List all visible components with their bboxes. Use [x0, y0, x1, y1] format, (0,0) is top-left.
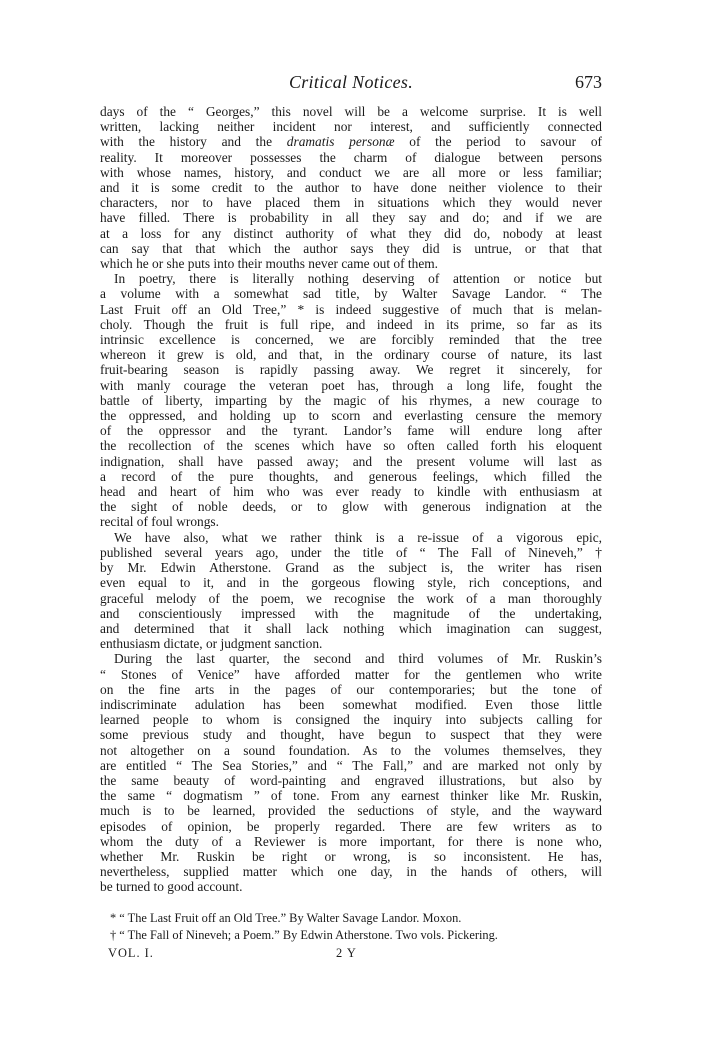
text-line: nevertheless, supplied matter which one day, in the hands of others, will [100, 864, 602, 880]
text-line: In poetry, there is literally nothing deserving of attention or notice but [114, 271, 602, 287]
text-line: the sight of noble deeds, or to glow with generous indignation at the [100, 499, 602, 515]
text-line: published several years ago, under the title of “ The Fall of Nineveh,” † [100, 544, 602, 560]
article-body [100, 104, 602, 895]
text-line: are entitled “ The Sea Stories,” and “ The Fall,” and are marked not only by [100, 757, 602, 773]
text-line: on the fine arts in the pages of our contemporaries; but the tone of [100, 681, 602, 697]
text-line: written, lacking neither incident nor interest, and sufficiently connected [100, 119, 602, 135]
text-line: a volume with a somewhat sad title, by Walter Savage Landor. “ The [100, 286, 602, 302]
text-line: not altogether on a sound foundation. As to the volumes themselves, they [100, 742, 602, 758]
text-line: some previous study and thought, have begun to suspect that they were [100, 727, 602, 743]
text-line: indignation, shall have passed away; and the present volume will last as [100, 453, 602, 469]
text-line: “ Stones of Venice” have afforded matter for the gentlemen who write [100, 666, 602, 682]
text-line: During the last quarter, the second and third volumes of Mr. Ruskin’s [114, 651, 602, 667]
italic-phrase: dramatis personæ [286, 134, 395, 150]
text-line: Last Fruit off an Old Tree,” * is indeed suggestive of much that is melan- [100, 301, 602, 317]
text-line: reality. It moreover possesses the charm of dialogue between persons [100, 149, 602, 165]
page-header [100, 72, 602, 94]
text-line: We have also, what we rather think is a re-issue of a vigorous epic, [114, 529, 602, 545]
text-line: characters, nor to have placed them in situations which they would never [100, 195, 602, 211]
text-line: days of the “ Georges,” this novel will be a welcome surprise. It is well [100, 104, 602, 119]
text-line: graceful melody of the poem, we recognise the work of a man thoroughly [100, 590, 602, 606]
text-line: with manly courage the veteran poet has, through a long life, fought the [100, 377, 602, 393]
text-line: the recollection of the scenes which have so often called forth his eloquent [100, 438, 602, 454]
printer-signature [108, 946, 528, 964]
text-line: with whose names, history, and conduct we are all more or less familiar; [100, 164, 602, 180]
running-title: Critical Notices. [288, 72, 414, 92]
text-line: intrinsic excellence is concerned, we are forcibly reminded that the tree [100, 332, 602, 348]
paragraph [100, 104, 602, 271]
signature-mark: 2 Y [336, 946, 357, 960]
page-number: 673 [575, 72, 602, 92]
text-line: of the oppressor and the tyrant. Landor’s fame will endure long after [100, 423, 602, 439]
text-line: have filled. There is probability in all they say and do; and if we are [100, 210, 602, 226]
text-line: whom the duty of a Reviewer is more important, for there is none who, [100, 833, 602, 849]
text-line: whereon it grew is old, and that, in the ordinary course of nature, its last [100, 347, 602, 363]
volume-label: VOL. I. [108, 946, 154, 960]
text-line: episodes of opinion, be properly regarded. There are few writers as to [100, 818, 602, 834]
text-line: learned people to whom is consigned the inquiry into subjects calling for [100, 712, 602, 728]
text-line: the same beauty of word-painting and engraved illustrations, but also by [100, 772, 602, 788]
text-line: be turned to good account. [100, 879, 243, 895]
paragraph [100, 530, 602, 652]
text-line: which he or she puts into their mouths never came out of them. [100, 256, 439, 272]
text-line: much is to be learned, provided the seductions of style, and the wayward [100, 803, 602, 819]
text-line: battle of liberty, imparting by the magic of his rhymes, a new courage to [100, 392, 602, 408]
text-line: and it is some credit to the author to have done neither violence to their [100, 180, 602, 196]
text-line: can say that that which the author says they did is untrue, or that that [100, 240, 602, 256]
paragraph [100, 271, 602, 529]
text-line: choly. Though the fruit is full ripe, and indeed in its prime, so far as its [100, 316, 602, 332]
text-line: head and heart of him who was ever ready to kindle with enthusiasm at [100, 484, 602, 500]
text-line: with the history and the dramatis personæ of the period to savour of [100, 134, 602, 150]
text-line: whether Mr. Ruskin be right or wrong, is so inconsistent. He has, [100, 848, 602, 864]
paragraph [100, 651, 602, 894]
text-line: and determined that it shall lack nothing which imagination can suggest, [100, 620, 602, 636]
text-line: a record of the pure thoughts, and generous feelings, which filled the [100, 468, 602, 484]
text-line: by Mr. Edwin Atherstone. Grand as the subject is, the writer has risen [100, 560, 602, 576]
text-line: the same “ dogmatism ” of tone. From any earnest thinker like Mr. Ruskin, [100, 788, 602, 804]
text-line: the oppressed, and holding up to scorn and everlasting censure the memory [100, 408, 602, 424]
text-line: enthusiasm dictate, or judgment sanction. [100, 636, 323, 652]
text-line: even equal to it, and in the gorgeous flowing style, rich conceptions, and [100, 575, 602, 591]
footnote: † “ The Fall of Nineveh; a Poem.” By Edwin Atherstone. Two vols. Pickering. [110, 928, 498, 942]
footnote: * “ The Last Fruit off an Old Tree.” By Walter Savage Landor. Moxon. [110, 911, 462, 925]
text-line: indiscriminate adulation has been somewhat modified. Even those little [100, 696, 602, 712]
text-line: recital of foul wrongs. [100, 514, 219, 530]
text-line: at a loss for any distinct authority of what they did do, nobody at least [100, 225, 602, 241]
text-line: and conscientiously impressed with the magnitude of the undertaking, [100, 605, 602, 621]
footnotes [110, 910, 602, 944]
text-line: fruit-bearing season is rapidly passing away. We regret it sincerely, for [100, 362, 602, 378]
